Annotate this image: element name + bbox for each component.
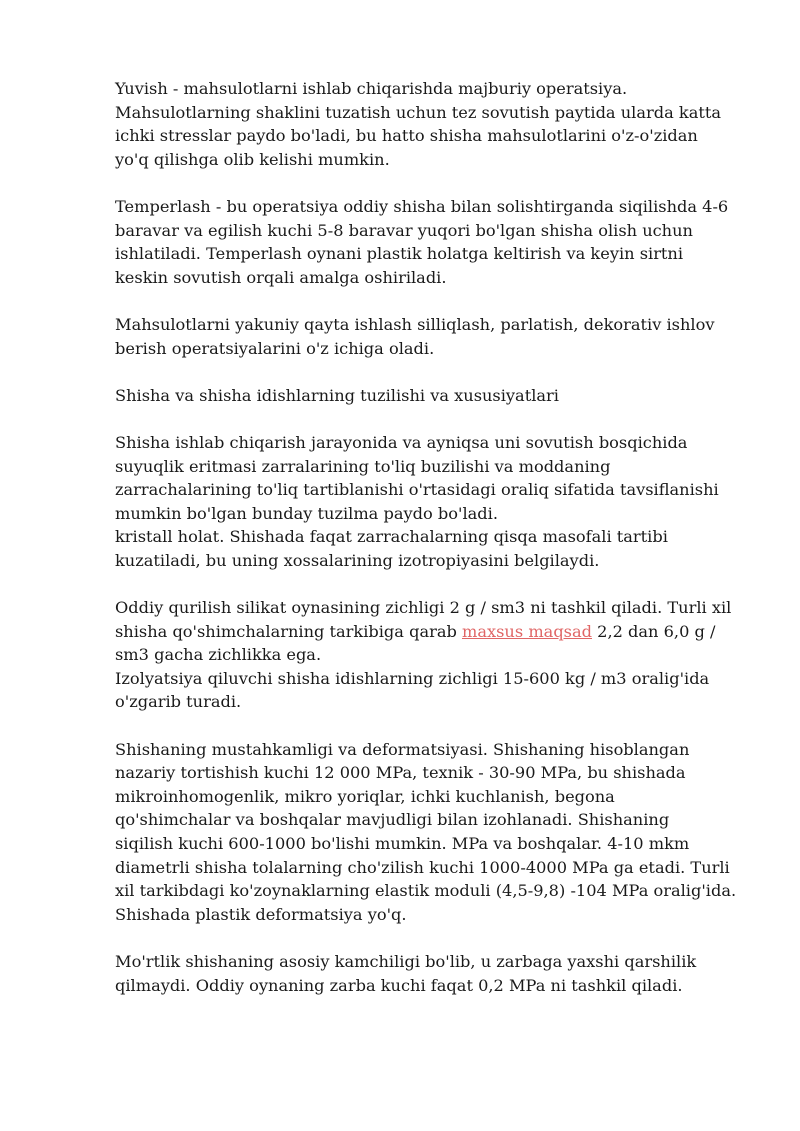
text-line: Shishada plastik deformatsiya yo'q. bbox=[115, 904, 407, 924]
text-line: berish operatsiyalarini o'z ichiga oladi. bbox=[115, 338, 435, 358]
paragraph-final-processing bbox=[115, 313, 755, 360]
text-line: siqilish kuchi 600-1000 bo'lishi mumkin. MPa va boshqalar. 4-10 mkm bbox=[115, 834, 690, 853]
paragraph-density bbox=[115, 596, 755, 714]
text-line: keskin sovutish orqali amalga oshiriladi. bbox=[115, 267, 447, 287]
text-line: Shishaning mustahkamligi va deformatsiyasi. Shishaning hisoblangan bbox=[115, 739, 690, 759]
text-line: diametrli shisha tolalarning cho'zilish kuchi 1000-4000 MPa ga etadi. Turli bbox=[115, 857, 730, 877]
text-line: xil tarkibdagi ko'zoynaklarning elastik moduli (4,5-9,8) -104 MPa oralig'ida. bbox=[115, 881, 737, 901]
text-line: kuzatiladi, bu uning xossalarining izotropiyasini belgilaydi. bbox=[115, 550, 600, 570]
paragraph-brittleness bbox=[115, 950, 755, 997]
text-line: qilmaydi. Oddiy oynaning zarba kuchi faqat 0,2 MPa ni tashkil qiladi. bbox=[115, 975, 683, 995]
text-line: Mahsulotlarning shaklini tuzatish uchun tez sovutish paytida ularda katta bbox=[115, 102, 722, 122]
text-line: nazariy tortishish kuchi 12 000 MPa, texnik - 30-90 MPa, bu shishada bbox=[115, 763, 686, 783]
text-line: Izolyatsiya qiluvchi shisha idishlarning zichligi 15-600 kg / m3 oralig'ida bbox=[115, 668, 710, 688]
special-purpose-link[interactable]: maxsus maqsad bbox=[462, 621, 592, 641]
text-line: Oddiy qurilish silikat oynasining zichligi 2 g / sm3 ni tashkil qiladi. Turli xil bbox=[115, 598, 732, 618]
text-line: suyuqlik eritmasi zarralarining to'liq buzilishi va moddaning bbox=[115, 456, 611, 476]
text-line: kristall holat. Shishada faqat zarrachalarning qisqa masofali tartibi bbox=[115, 527, 668, 547]
text-line: ichki stresslar paydo bo'ladi, bu hatto shisha mahsulotlarini o'z-o'zidan bbox=[115, 126, 698, 146]
text-line: mumkin bo'lgan bunday tuzilma paydo bo'ladi. bbox=[115, 503, 498, 523]
heading-text: Shisha va shisha idishlarning tuzilishi va xususiyatlari bbox=[115, 385, 559, 405]
text-line bbox=[115, 620, 755, 644]
text-line: Yuvish - mahsulotlarni ishlab chiqarishda majburiy operatsiya. bbox=[115, 79, 628, 98]
text-line: ishlatiladi. Temperlash oynani plastik holatga keltirish va keyin sirtni bbox=[115, 244, 684, 264]
paragraph-tempering bbox=[115, 195, 755, 289]
document-body bbox=[115, 77, 755, 997]
text-line: sm3 gacha zichlikka ega. bbox=[115, 645, 322, 665]
text-line: qo'shimchalar va boshqalar mavjudligi bilan izohlanadi. Shishaning bbox=[115, 810, 670, 830]
text-line: Mahsulotlarni yakuniy qayta ishlash silliqlash, parlatish, dekorativ ishlov bbox=[115, 314, 715, 334]
paragraph-washing bbox=[115, 77, 755, 171]
paragraph-strength bbox=[115, 738, 755, 927]
section-heading bbox=[115, 384, 755, 408]
text-segment: 2,2 dan 6,0 g / bbox=[592, 621, 716, 641]
text-line: zarrachalarining to'liq tartiblanishi o'rtasidagi oraliq sifatida tavsiflanishi bbox=[115, 480, 719, 500]
text-line: mikroinhomogenlik, mikro yoriqlar, ichki kuchlanish, begona bbox=[115, 786, 615, 806]
text-line: o'zgarib turadi. bbox=[115, 692, 242, 712]
text-line: yo'q qilishga olib kelishi mumkin. bbox=[115, 149, 390, 169]
text-line: Temperlash - bu operatsiya oddiy shisha bilan solishtirganda siqilishda 4-6 bbox=[115, 196, 729, 216]
text-line: Shisha ishlab chiqarish jarayonida va ayniqsa uni sovutish bosqichida bbox=[115, 432, 688, 452]
text-segment: shisha qo'shimchalarning tarkibiga qarab bbox=[115, 621, 462, 641]
text-line: Mo'rtlik shishaning asosiy kamchiligi bo'lib, u zarbaga yaxshi qarshilik bbox=[115, 951, 697, 971]
paragraph-structure bbox=[115, 431, 755, 573]
text-line: baravar va egilish kuchi 5-8 baravar yuqori bo'lgan shisha olish uchun bbox=[115, 220, 693, 240]
